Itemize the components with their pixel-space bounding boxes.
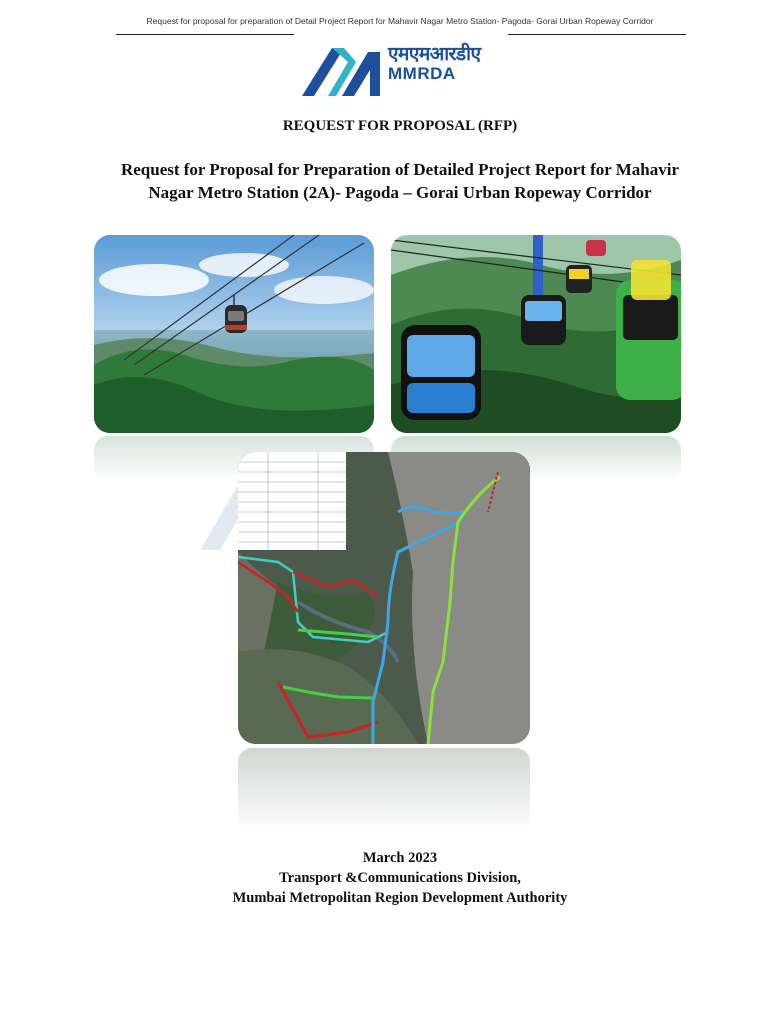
mmrda-logo — [302, 40, 502, 98]
title-line-1: Request for Proposal for Preparation of Detailed Project Report for Mahavir — [120, 160, 680, 179]
header-rule-left — [116, 34, 294, 35]
document-title — [110, 158, 690, 204]
map-reflection — [238, 748, 530, 833]
footer-division: Transport &Communications Division, — [279, 870, 521, 886]
running-header: Request for proposal for preparation of Detail Project Report for Mahavir Nagar Metro Station- Pagoda- Gorai Urban Ropeway Corridor — [146, 16, 654, 26]
header-rule-right — [508, 34, 686, 35]
logo-english-text: MMRDA — [388, 64, 456, 83]
footer-authority: Mumbai Metropolitan Region Development Authority — [232, 890, 568, 906]
ropeway-corridor-satellite-map — [238, 452, 530, 744]
footer-date: March 2023 — [362, 850, 438, 866]
rfp-label: REQUEST FOR PROPOSAL (RFP) — [282, 118, 518, 134]
title-line-2: Nagar Metro Station (2A)- Pagoda – Gorai Urban Ropeway Corridor — [148, 183, 652, 202]
mmrda-logo-icon — [302, 40, 382, 98]
ropeway-over-mountains-photo — [94, 235, 374, 433]
ropeway-cabins-in-forest-photo — [391, 235, 681, 433]
footer-block — [0, 848, 768, 908]
logo-hindi-text: एमएमआरडीए — [388, 43, 481, 65]
